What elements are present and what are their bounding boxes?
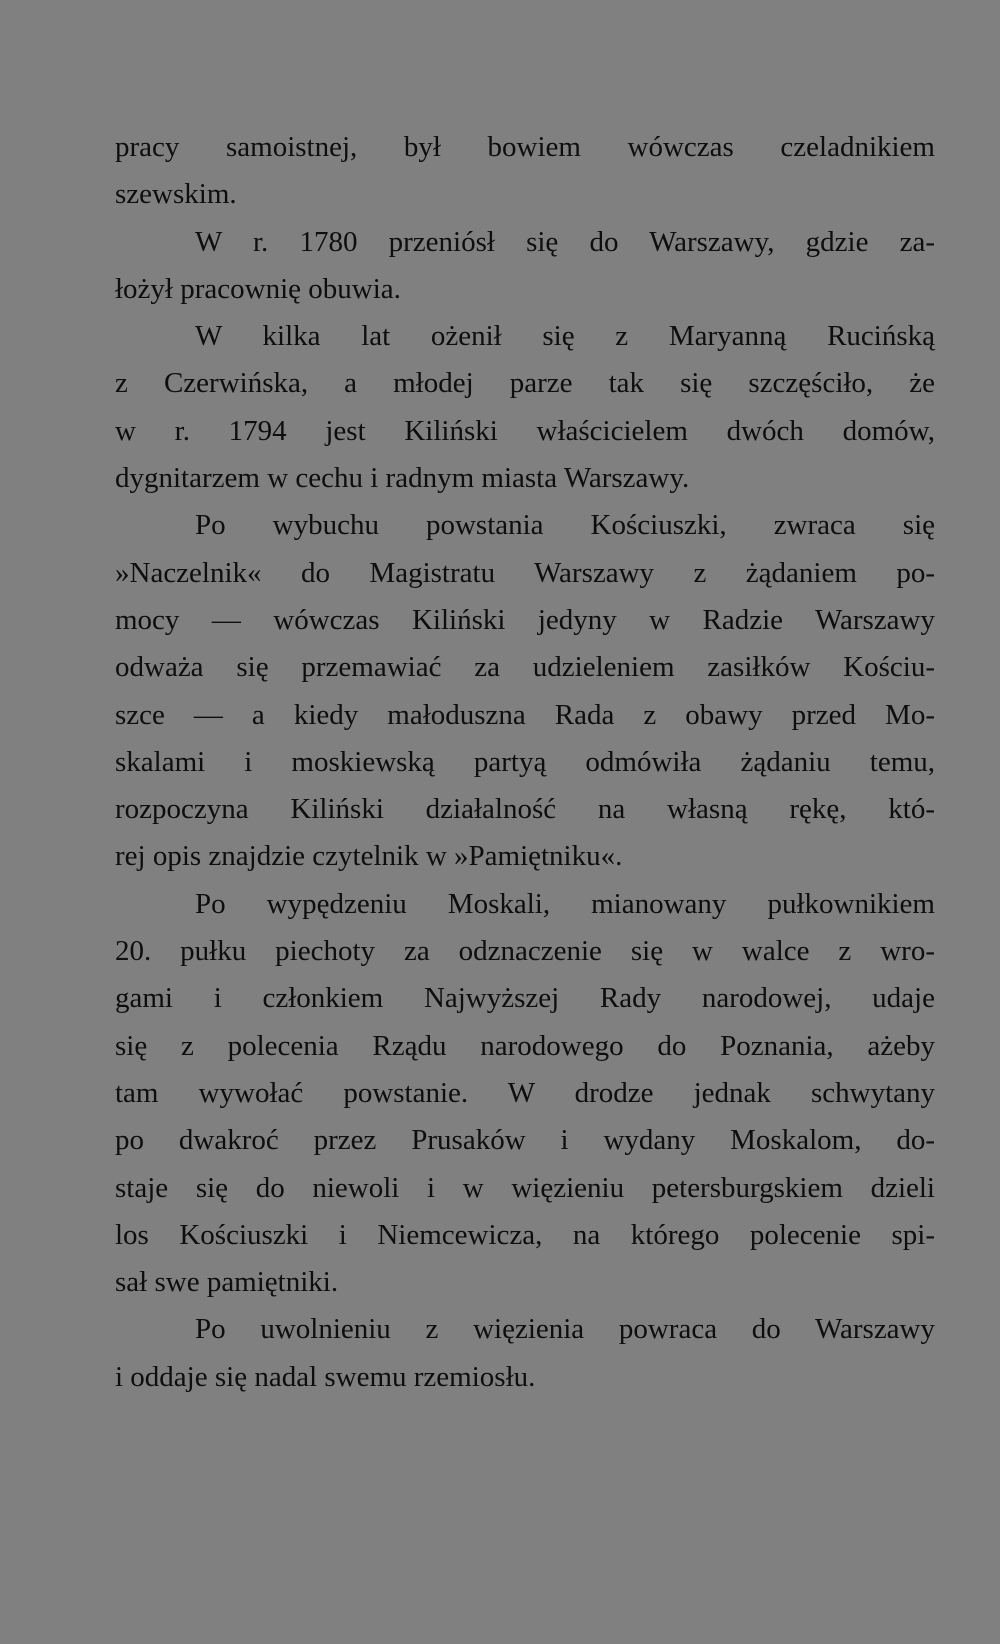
text-line: Po uwolnieniu z więzienia powraca do Warszawy: [195, 1313, 935, 1346]
text-line: 20. pułku piechoty za odznaczenie się w walce z wro-: [115, 935, 935, 968]
text-line: Po wypędzeniu Moskali, mianowany pułkownikiem: [195, 887, 935, 920]
text-line: odważa się przemawiać za udzieleniem zasiłków Kościu-: [115, 651, 935, 684]
text-line: gami i członkiem Najwyższej Rady narodowej, udaje: [115, 982, 935, 1015]
text-line: w r. 1794 jest Kiliński właścicielem dwóch domów,: [115, 414, 935, 447]
text-line: rozpoczyna Kiliński działalność na własną rękę, któ-: [115, 793, 935, 826]
text-line: szce — a kiedy małoduszna Rada z obawy przed Mo-: [115, 698, 935, 731]
text-line: W r. 1780 przeniósł się do Warszawy, gdzie za-: [195, 225, 935, 258]
text-line: i oddaje się nadal swemu rzemiosłu.: [115, 1360, 536, 1393]
text-line: dygnitarzem w cechu i radnym miasta Warszawy.: [115, 462, 690, 495]
text-line: staje się do niewoli i w więzieniu petersburgskiem dzieli: [115, 1171, 935, 1204]
text-line: z Czerwińska, a młodej parze tak się szczęściło, że: [115, 367, 935, 400]
text-line: tam wywołać powstanie. W drodze jednak schwytany: [115, 1076, 935, 1109]
body-text: [115, 124, 935, 1401]
text-line: los Kościuszki i Niemcewicza, na którego polecenie spi-: [115, 1218, 935, 1251]
text-line: Po wybuchu powstania Kościuszki, zwraca się: [195, 509, 935, 542]
text-line: pracy samoistnej, był bowiem wówczas czeladnikiem: [115, 131, 935, 163]
text-line: po dwakroć przez Prusaków i wydany Moskalom, do-: [115, 1124, 935, 1157]
text-line: rej opis znajdzie czytelnik w »Pamiętniku«.: [115, 840, 623, 873]
text-line: W kilka lat ożenił się z Maryanną Rucińską: [195, 320, 935, 353]
text-line: »Naczelnik« do Magistratu Warszawy z żądaniem po-: [115, 556, 935, 589]
text-line: łożył pracownię obuwia.: [115, 272, 401, 305]
text-line: mocy — wówczas Kiliński jedyny w Radzie Warszawy: [115, 603, 935, 636]
text-line: szewskim.: [115, 178, 237, 211]
text-line: sał swe pamiętniki.: [115, 1266, 339, 1299]
text-line: się z polecenia Rządu narodowego do Poznania, ażeby: [115, 1029, 935, 1062]
text-line: skalami i moskiewską partyą odmówiła żądaniu temu,: [115, 745, 935, 778]
